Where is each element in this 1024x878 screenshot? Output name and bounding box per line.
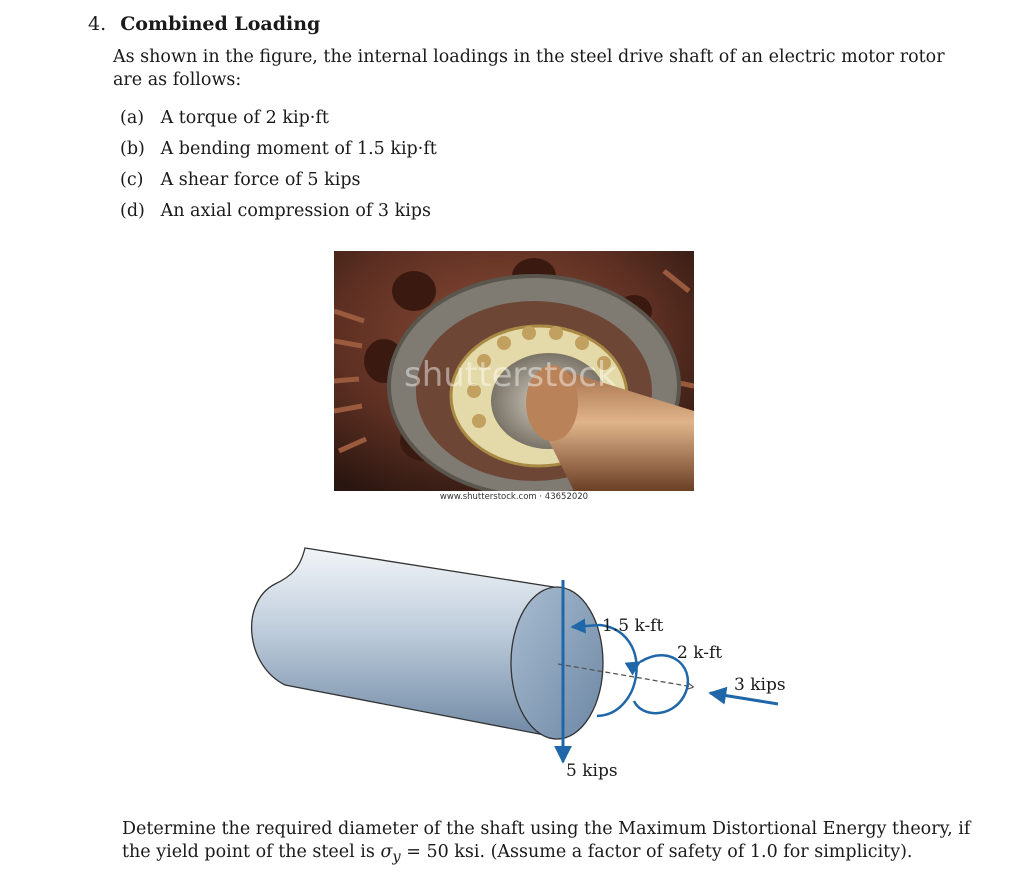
- question-part2: = 50 ksi. (Assume a factor of safety of 1.0 for simplicity).: [400, 842, 913, 862]
- shear-force-label: 5 kips: [566, 761, 618, 781]
- part-text: A bending moment of 1.5 kip·ft: [160, 139, 437, 159]
- part-label: (c): [120, 170, 144, 190]
- list-item: [120, 200, 437, 231]
- motor-rotor-photo: [334, 251, 694, 491]
- part-text: A torque of 2 kip·ft: [160, 108, 329, 128]
- bending-moment-label: 1.5 k-ft: [602, 616, 664, 636]
- part-label: (a): [120, 108, 145, 128]
- problem-heading: [88, 13, 320, 35]
- part-text: A shear force of 5 kips: [160, 170, 361, 190]
- part-label: (b): [120, 139, 145, 159]
- torque-label: 2 k-ft: [677, 643, 723, 663]
- list-item: [120, 138, 437, 169]
- question-text: [122, 818, 992, 869]
- shaft-loading-diagram: [240, 540, 800, 804]
- photo-credit: www.shutterstock.com · 43652020: [439, 492, 589, 502]
- shaft-cross-section: [511, 587, 603, 739]
- shaft-diagram-svg: [240, 540, 800, 800]
- sigma-subscript: y: [392, 848, 401, 866]
- part-text: An axial compression of 3 kips: [160, 201, 431, 221]
- watermark-text: shutterstock: [404, 355, 617, 395]
- problem-title: Combined Loading: [120, 13, 321, 35]
- rotor-illustration: [334, 251, 694, 491]
- problem-number: 4.: [88, 13, 107, 35]
- loading-list: [120, 107, 437, 231]
- problem-intro: As shown in the figure, the internal loadings in the steel drive shaft of an electric motor rotor are as follows:: [113, 47, 945, 90]
- part-label: (d): [120, 201, 145, 221]
- list-item: [120, 107, 437, 138]
- question-part1: Determine the required diameter of the shaft using the Maximum Distortional Energy theory, if the yield point of the steel is: [122, 819, 971, 862]
- sigma-symbol: σ: [380, 842, 393, 862]
- axial-force-label: 3 kips: [734, 675, 786, 695]
- list-item: [120, 169, 437, 200]
